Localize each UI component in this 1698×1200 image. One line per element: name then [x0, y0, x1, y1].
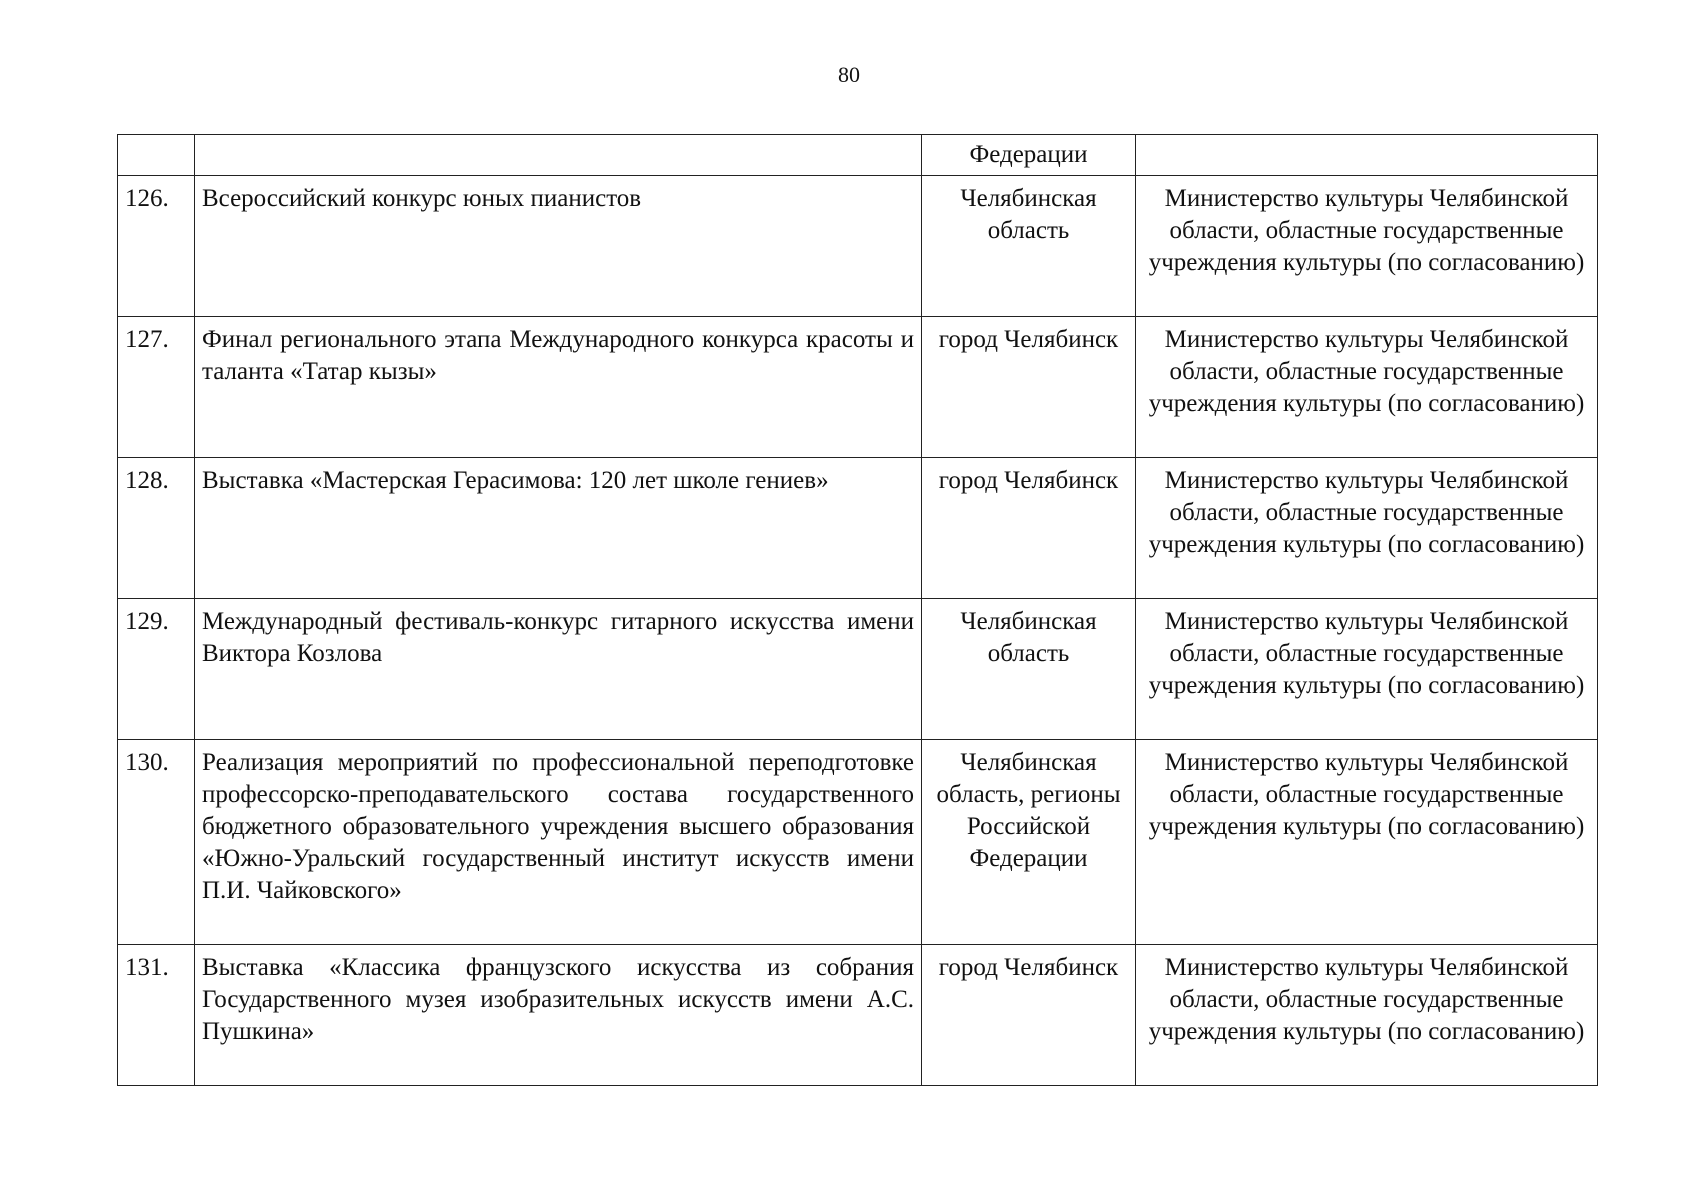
- cell-event-name: Реализация мероприятий по профессиональной переподготовке профессорско-преподавательского состава государственного бюджетного образовательного учреждения высшего образования «Южно-Уральский государственный институт искусств имени П.И. Чайковского»: [195, 740, 922, 945]
- cell-number: 126.: [118, 176, 195, 317]
- cell-event-name: Выставка «Классика французского искусства из собрания Государственного музея изобразительных искусств имени А.С. Пушкина»: [195, 945, 922, 1086]
- cell-event-name: Выставка «Мастерская Герасимова: 120 лет школе гениев»: [195, 458, 922, 599]
- cell-event-name: Всероссийский конкурс юных пианистов: [195, 176, 922, 317]
- cell-organizer: Министерство культуры Челябинской области, областные государственные учреждения культуры (по согласованию): [1136, 740, 1598, 945]
- cell-number: 128.: [118, 458, 195, 599]
- cell-place: Федерации: [922, 135, 1136, 176]
- cell-organizer: [1136, 135, 1598, 176]
- cell-organizer: Министерство культуры Челябинской области, областные государственные учреждения культуры (по согласованию): [1136, 599, 1598, 740]
- table-row: [118, 458, 1598, 599]
- cell-number: 131.: [118, 945, 195, 1086]
- cell-organizer: Министерство культуры Челябинской области, областные государственные учреждения культуры (по согласованию): [1136, 945, 1598, 1086]
- cell-place: Челябинская область: [922, 176, 1136, 317]
- table-row: [118, 599, 1598, 740]
- cell-number: 129.: [118, 599, 195, 740]
- cell-event-name: Международный фестиваль-конкурс гитарного искусства имени Виктора Козлова: [195, 599, 922, 740]
- cell-event-name: [195, 135, 922, 176]
- cell-place: Челябинская область: [922, 599, 1136, 740]
- cell-place: город Челябинск: [922, 945, 1136, 1086]
- cell-place: город Челябинск: [922, 458, 1136, 599]
- cell-number: 127.: [118, 317, 195, 458]
- table-row: [118, 945, 1598, 1086]
- cell-place: город Челябинск: [922, 317, 1136, 458]
- cell-number: 130.: [118, 740, 195, 945]
- cell-event-name: Финал регионального этапа Международного конкурса красоты и таланта «Татар кызы»: [195, 317, 922, 458]
- cell-organizer: Министерство культуры Челябинской области, областные государственные учреждения культуры (по согласованию): [1136, 458, 1598, 599]
- cell-organizer: Министерство культуры Челябинской области, областные государственные учреждения культуры (по согласованию): [1136, 176, 1598, 317]
- table-row: [118, 317, 1598, 458]
- table-row: [118, 740, 1598, 945]
- cell-organizer: Министерство культуры Челябинской области, областные государственные учреждения культуры (по согласованию): [1136, 317, 1598, 458]
- page-number: 80: [838, 62, 860, 87]
- table-row-continuation: [118, 135, 1598, 176]
- table-row: [118, 176, 1598, 317]
- cell-number: [118, 135, 195, 176]
- events-table: [117, 134, 1598, 1086]
- cell-place: Челябинская область, регионы Российской Федерации: [922, 740, 1136, 945]
